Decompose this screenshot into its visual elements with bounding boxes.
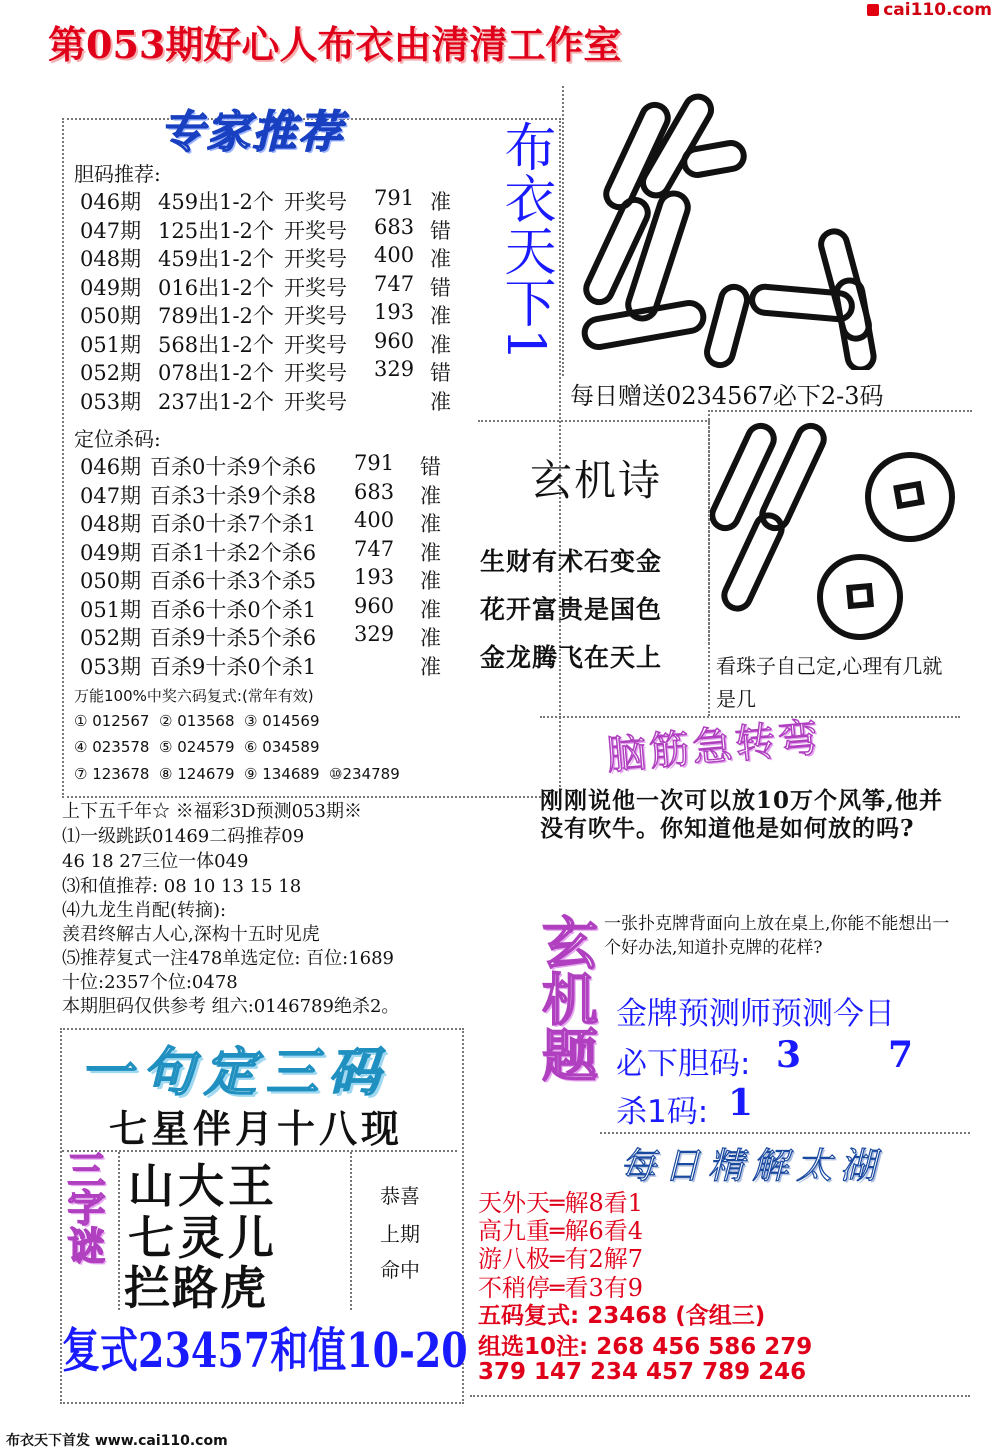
forecast-line: 本期胆码仅供参考 组六:0146789绝杀2。 bbox=[62, 996, 400, 1017]
digits-image bbox=[562, 86, 744, 376]
beads-coins-icon bbox=[710, 412, 972, 644]
dan-cell-label: 开奖号 bbox=[284, 332, 347, 357]
forecast-line: ⑷九龙生肖配(转摘): bbox=[62, 900, 227, 921]
yiju-phrase: 七星伴月十八现 bbox=[108, 1106, 403, 1151]
six-row: ⑦ 123678 ⑧ 124679 ⑨ 134689 ⑩234789 bbox=[74, 765, 400, 783]
dan-cell-verdict: 错 bbox=[430, 361, 451, 385]
forecast-line: ⑸推荐复式一注478单选定位: 百位:1689 bbox=[62, 948, 395, 969]
kill-cell-kill: 百杀1十杀2个杀6 bbox=[150, 540, 317, 565]
kill-cell-result: 400 bbox=[354, 508, 395, 532]
site-logo-icon bbox=[867, 4, 879, 16]
riddle-label: 三字谜 bbox=[61, 1150, 106, 1264]
kill-cell-result: 747 bbox=[354, 536, 395, 561]
digits-3-icon bbox=[742, 170, 992, 370]
six-row: ① 012567 ② 013568 ③ 014569 bbox=[74, 712, 320, 730]
dan-cell-pick: 789出1-2个 bbox=[158, 304, 274, 328]
dan-cell-label: 开奖号 bbox=[284, 275, 347, 300]
site-logo[interactable] bbox=[867, 0, 992, 20]
forecast-line: 上下五千年☆ ※福彩3D预测053期※ bbox=[62, 801, 362, 822]
dan-cell-verdict: 准 bbox=[430, 389, 451, 414]
dan-cell-verdict: 准 bbox=[430, 190, 451, 214]
kill-cell-result: 329 bbox=[354, 622, 395, 646]
dan-cell-label: 开奖号 bbox=[284, 361, 347, 385]
kill-one-label: 杀1码: bbox=[616, 1094, 709, 1130]
kill-cell-kill: 百杀6十杀0个杀1 bbox=[150, 597, 317, 622]
taihu-line: 五码复式: 23468 (含组三) bbox=[478, 1303, 766, 1329]
kill-one-value: 1 bbox=[728, 1082, 754, 1124]
kill-cell-result: 791 bbox=[354, 451, 395, 475]
kill-cell-kill: 百杀9十杀0个杀1 bbox=[150, 654, 317, 679]
dan-cell-pick: 459出1-2个 bbox=[158, 247, 274, 271]
kill-cell-verdict: 准 bbox=[420, 569, 441, 593]
kill-cell-verdict: 错 bbox=[420, 455, 441, 479]
kill-cell-verdict: 准 bbox=[420, 483, 441, 508]
dan-cell-period: 053期 bbox=[80, 389, 142, 414]
dan-cell-result: 683 bbox=[374, 214, 415, 239]
taihu-line: 组选10注: 268 456 586 279 bbox=[478, 1334, 813, 1360]
kill-cell-period: 052期 bbox=[80, 626, 142, 650]
congrats-line: 命中 bbox=[380, 1258, 420, 1282]
puzzle-vertical: 玄机题 bbox=[533, 914, 599, 1082]
puzzle-question: 一张扑克牌背面向上放在桌上,你能不能想出一个好办法,知道扑克牌的花样? bbox=[604, 914, 950, 958]
forecast-line: ⑶和值推荐: 08 10 13 15 18 bbox=[62, 876, 302, 897]
dan-cell-result: 960 bbox=[374, 328, 415, 353]
page-title: 第053期好心人布衣由清清工作室 bbox=[48, 22, 622, 67]
forecast-line: ⑴一级跳跃01469二码推荐09 bbox=[62, 826, 305, 847]
six-row: ④ 023578 ⑤ 024579 ⑥ 034589 bbox=[74, 738, 320, 756]
brain-question: 刚刚说他一次可以放10万个风筝,他并没有吹牛。你知道他是如何放的吗? bbox=[540, 787, 944, 842]
buyi-vertical: 布衣天下1 bbox=[495, 120, 555, 362]
taihu-line: 游八极═有2解7 bbox=[478, 1245, 643, 1273]
beads-image bbox=[708, 410, 972, 644]
dan-cell-result: 329 bbox=[374, 357, 415, 381]
gold-title: 金牌预测师预测今日 bbox=[616, 996, 895, 1032]
kill-cell-result: 960 bbox=[354, 593, 395, 618]
taihu-box bbox=[600, 1132, 970, 1134]
kill-cell-period: 048期 bbox=[80, 512, 142, 536]
kill-cell-period: 047期 bbox=[80, 483, 142, 508]
kill-cell-result: 683 bbox=[354, 479, 395, 504]
dan-cell-result: 400 bbox=[374, 243, 415, 267]
kill-cell-period: 050期 bbox=[80, 569, 142, 593]
kill-cell-verdict: 准 bbox=[420, 540, 441, 565]
digits-right bbox=[742, 170, 992, 370]
forecast-line: 46 18 27三位一体049 bbox=[62, 851, 249, 872]
kill-cell-verdict: 准 bbox=[420, 654, 441, 679]
footer-credit[interactable]: 布衣天下首发 www.cai110.com bbox=[6, 1433, 228, 1449]
poem-line: 花开富贵是国色 bbox=[480, 595, 663, 624]
riddle-line: 七灵儿 bbox=[128, 1211, 278, 1265]
dan-cell-result: 193 bbox=[374, 300, 415, 324]
dan-cell-period: 050期 bbox=[80, 304, 142, 328]
dan-cell-pick: 125出1-2个 bbox=[158, 218, 274, 243]
dan-cell-verdict: 准 bbox=[430, 332, 451, 357]
taihu-line: 379 147 234 457 789 246 bbox=[478, 1359, 807, 1385]
dan-cell-period: 047期 bbox=[80, 218, 142, 243]
must-value-b: 7 bbox=[888, 1034, 914, 1076]
dan-cell-period: 052期 bbox=[80, 361, 142, 385]
must-label: 必下胆码: bbox=[616, 1046, 751, 1082]
forecast-line: 十位:2357个位:0478 bbox=[62, 972, 238, 993]
kill-cell-kill: 百杀3十杀9个杀8 bbox=[150, 483, 317, 508]
dan-cell-period: 048期 bbox=[80, 247, 142, 271]
dan-cell-period: 046期 bbox=[80, 190, 142, 214]
riddle-line: 山大王 bbox=[128, 1159, 278, 1213]
poem-line: 金龙腾飞在天上 bbox=[480, 643, 663, 672]
dan-cell-verdict: 错 bbox=[430, 275, 451, 300]
daily-gift: 每日赠送0234567必下2-3码 bbox=[570, 382, 884, 410]
expert-title: 专家推荐 bbox=[160, 107, 344, 158]
kill-cell-result: 193 bbox=[354, 565, 395, 589]
riddle-line: 拦路虎 bbox=[124, 1261, 268, 1315]
dan-cell-label: 开奖号 bbox=[284, 389, 347, 414]
dan-cell-period: 051期 bbox=[80, 332, 142, 357]
kill-cell-period: 046期 bbox=[80, 455, 142, 479]
taihu-line: 不稍停═看3有9 bbox=[478, 1274, 643, 1302]
beads-note: 看珠子自己定,心理有几就是几 bbox=[716, 654, 943, 711]
kill-label: 定位杀码: bbox=[74, 427, 161, 451]
dan-cell-pick: 237出1-2个 bbox=[158, 389, 274, 414]
dan-label: 胆码推荐: bbox=[74, 162, 161, 186]
bottom-divider bbox=[470, 1395, 970, 1397]
dan-cell-label: 开奖号 bbox=[284, 304, 347, 328]
xuanji-title: 玄机诗 bbox=[530, 456, 663, 505]
taihu-line: 天外天═解8看1 bbox=[478, 1189, 643, 1217]
dan-cell-label: 开奖号 bbox=[284, 247, 347, 271]
dan-cell-result: 791 bbox=[374, 186, 415, 210]
dan-cell-label: 开奖号 bbox=[284, 218, 347, 243]
kill-cell-verdict: 准 bbox=[420, 512, 441, 536]
kill-cell-period: 053期 bbox=[80, 654, 142, 679]
compound-line: 复式23457和值10-20 bbox=[62, 1322, 468, 1379]
site-label: cai110.com bbox=[883, 0, 992, 20]
dan-cell-verdict: 准 bbox=[430, 304, 451, 328]
six-title: 万能100%中奖六码复式:(常年有效) bbox=[74, 687, 314, 705]
brain-title: 脑筋急转弯 bbox=[604, 714, 823, 780]
poem-line: 生财有术石变金 bbox=[480, 547, 663, 576]
kill-cell-kill: 百杀6十杀3个杀5 bbox=[150, 569, 317, 593]
dan-cell-verdict: 准 bbox=[430, 247, 451, 271]
kill-cell-period: 049期 bbox=[80, 540, 142, 565]
dan-cell-pick: 459出1-2个 bbox=[158, 190, 274, 214]
dan-cell-label: 开奖号 bbox=[284, 190, 347, 214]
congrats-line: 恭喜 bbox=[380, 1184, 420, 1208]
dan-cell-result: 747 bbox=[374, 271, 415, 296]
taihu-title: 每日精解太湖 bbox=[620, 1146, 885, 1187]
must-value-a: 3 bbox=[776, 1034, 802, 1076]
dan-cell-pick: 568出1-2个 bbox=[158, 332, 274, 357]
forecast-line: 羡君终解古人心,深构十五时见虎 bbox=[62, 924, 320, 945]
kill-cell-kill: 百杀9十杀5个杀6 bbox=[150, 626, 317, 650]
kill-cell-period: 051期 bbox=[80, 597, 142, 622]
taihu-line: 高九重═解6看4 bbox=[478, 1217, 643, 1245]
dan-cell-period: 049期 bbox=[80, 275, 142, 300]
kill-cell-verdict: 准 bbox=[420, 597, 441, 622]
yiju-title: 一句定三码 bbox=[80, 1042, 391, 1103]
dan-cell-pick: 016出1-2个 bbox=[158, 275, 274, 300]
dan-cell-pick: 078出1-2个 bbox=[158, 361, 274, 385]
kill-cell-kill: 百杀0十杀7个杀1 bbox=[150, 512, 317, 536]
dan-cell-verdict: 错 bbox=[430, 218, 451, 243]
congrats-line: 上期 bbox=[380, 1222, 420, 1246]
kill-cell-kill: 百杀0十杀9个杀6 bbox=[150, 455, 317, 479]
kill-cell-verdict: 准 bbox=[420, 626, 441, 650]
